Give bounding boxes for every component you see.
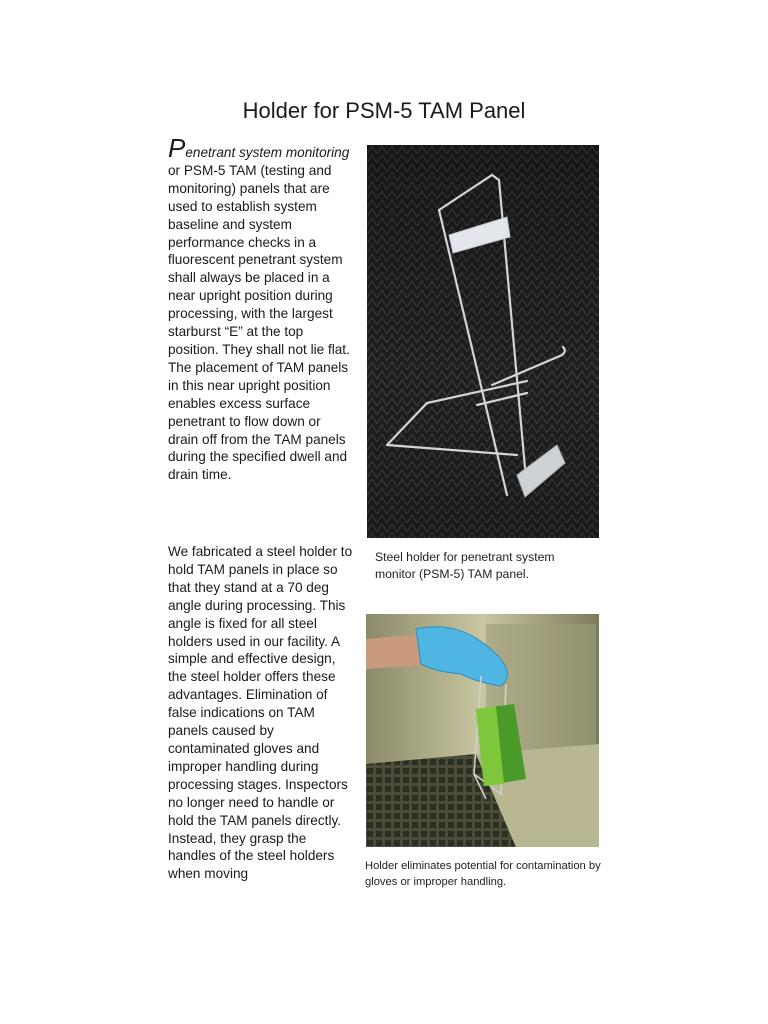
- second-paragraph: We fabricated a steel holder to hold TAM panels in place so that they stand at a 70 deg angle during processing. This angle is fixed for all steel holders used in our facility. A simple and effective design, the steel holder offers these advantages. Elimination of false indications on TAM panels caused by contaminated gloves and improper handling during processing stages. Inspectors no longer need to handle or hold the TAM panels directly. Instead, they grasp the handles of the steel holders when moving: [168, 544, 353, 882]
- intro-body: or PSM-5 TAM (testing and monitoring) panels that are used to establish system baseline and system performance checks in a fluorescent penetrant system shall always be placed in a near upright position during processing, with the largest starburst “E” at the top position. They shall not lie flat. The placement of TAM panels in this near upright position enables excess surface penetrant to flow down or drain off from the TAM panels during the specified dwell and drain time.: [168, 162, 350, 483]
- page-title: Holder for PSM-5 TAM Panel: [242, 98, 526, 123]
- italic-lead: enetrant system monitoring: [185, 145, 350, 160]
- intro-paragraph: [168, 133, 354, 484]
- processing-caption: Holder eliminates potential for contamination by gloves or improper handling.: [365, 860, 601, 888]
- drop-cap: P: [168, 133, 186, 163]
- processing-photo: [366, 614, 599, 847]
- steel-holder-photo: [367, 145, 599, 538]
- steel-holder-caption: Steel holder for penetrant system monitor (PSM-5) TAM panel.: [375, 550, 555, 581]
